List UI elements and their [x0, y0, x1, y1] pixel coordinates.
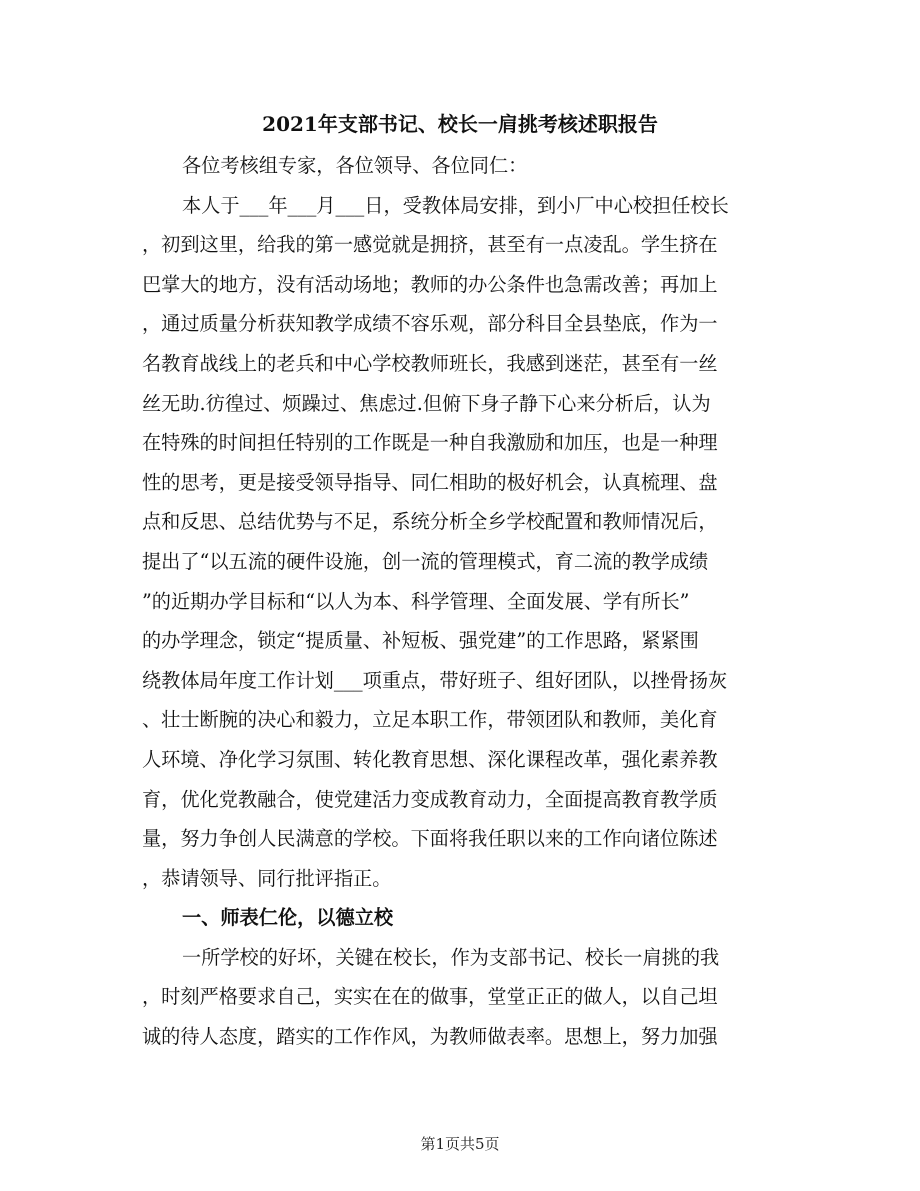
paragraph-line: 绕教体局年度工作计划___项重点，带好班子、组好团队，以挫骨扬灰 [142, 668, 728, 692]
paragraph-line: ，时刻严格要求自己，实实在在的做事，堂堂正正的做人，以自己坦 [142, 985, 718, 1009]
paragraph-line: 本人于___年___月___日，受教体局安排，到小厂中心校担任校长 [182, 193, 729, 217]
paragraph-line: ，恭请领导、同行批评指正。 [142, 866, 392, 890]
page-footer: 第1页共5页 [420, 1135, 500, 1153]
paragraph-line: 点和反思、总结优势与不足，系统分析全乡学校配置和教师情况后， [142, 510, 718, 534]
paragraph-line: 丝无助.彷徨过、烦躁过、焦虑过.但俯下身子静下心来分析后，认为 [142, 391, 711, 415]
paragraph-line: ，通过质量分析获知教学成绩不容乐观，部分科目全县垫底，作为一 [142, 312, 718, 336]
paragraph-line: 诚的待人态度，踏实的工作作风，为教师做表率。思想上，努力加强 [142, 1025, 718, 1049]
document-body [142, 146, 782, 1057]
paragraph-line: 、壮士断腕的决心和毅力，立足本职工作，带领团队和教师，美化育 [142, 708, 718, 732]
paragraph-line: 人环境、净化学习氛围、转化教育思想、深化课程改革，强化素养教 [142, 747, 718, 771]
salutation-line: 各位考核组专家，各位领导、各位同仁： [182, 154, 528, 177]
paragraph-line: 性的思考，更是接受领导指导、同仁相助的极好机会，认真梳理、盘 [142, 470, 718, 494]
section-heading: 一、师表仁伦，以德立校 [182, 906, 394, 930]
paragraph-line: ”的近期办学目标和“以人为本、科学管理、全面发展、学有所长” [142, 589, 690, 613]
paragraph-line: 在特殊的时间担任特别的工作既是一种自我激励和加压，也是一种理 [142, 431, 718, 455]
paragraph-line: 提出了“以五流的硬件设施，创一流的管理模式，育二流的教学成绩 [142, 549, 709, 573]
paragraph-line: 量，努力争创人民满意的学校。下面将我任职以来的工作向诸位陈述 [142, 827, 718, 851]
document-title: 2021年支部书记、校长一肩挑考核述职报告 [262, 112, 658, 136]
paragraph-line: 一所学校的好坏，关键在校长，作为支部书记、校长一肩挑的我 [182, 945, 720, 969]
paragraph-line: 巴掌大的地方，没有活动场地；教师的办公条件也急需改善；再加上 [142, 272, 718, 296]
paragraph-line: ，初到这里，给我的第一感觉就是拥挤，甚至有一点凌乱。学生挤在 [142, 233, 718, 257]
paragraph-line: 名教育战线上的老兵和中心学校教师班长，我感到迷茫，甚至有一丝 [142, 351, 718, 375]
paragraph-line: 的办学理念，锁定“提质量、补短板、强党建”的工作思路，紧紧围 [142, 629, 699, 653]
paragraph-line: 育，优化党教融合，使党建活力变成教育动力，全面提高教育教学质 [142, 787, 718, 811]
